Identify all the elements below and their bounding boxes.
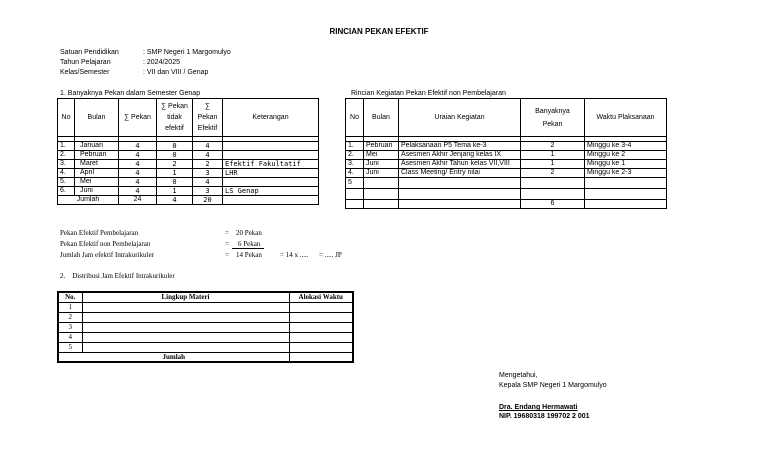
table-row [58, 160, 319, 169]
table-row [346, 178, 667, 189]
cell-banyak: 1 [521, 160, 585, 169]
distribution-table-header [58, 292, 353, 302]
cell-no: 6. [58, 187, 75, 196]
cell-lingkup [82, 312, 289, 322]
cell-waktu: Minggu ke 2 [585, 151, 667, 160]
cell-banyak: 2 [521, 169, 585, 178]
cell-efektif: 4 [193, 151, 223, 160]
identity-label: Tahun Pelajaran [60, 59, 111, 66]
header-uraian: Uraian Kegiatan [399, 99, 521, 137]
cell-pekan: 4 [119, 142, 157, 151]
header-no: No [58, 99, 75, 137]
cell-no [346, 189, 364, 200]
cell-lingkup [82, 342, 289, 352]
total-row [58, 196, 319, 205]
summary-label: Pekan Efektif non Pembelajaran [60, 240, 151, 248]
section1-heading: 1. Banyaknya Pekan dalam Semester Genap [60, 90, 201, 97]
cell-bulan: Juni [364, 169, 399, 178]
cell-no: 2. [346, 151, 364, 160]
cell-no: 4 [58, 332, 82, 342]
header-pekan: ∑ Pekan [119, 99, 157, 137]
header-bulan: Bulan [75, 99, 119, 137]
activities-table-header [346, 99, 667, 137]
cell-tidak: 0 [157, 142, 193, 151]
cell-efektif: 3 [193, 169, 223, 178]
cell-ket: LS Genap [223, 187, 319, 196]
cell-uraian: Asesmen Akhir Jenjang kelas IX [399, 151, 521, 160]
cell-ket: Efektif Fakultatif [223, 160, 319, 169]
section2-heading: 2. Distribusi Jam Efektif Intrakurikuler [60, 272, 175, 280]
cell-alokasi [289, 322, 353, 332]
cell-no: 5 [58, 342, 82, 352]
total-row [58, 352, 353, 362]
cell-no: 3. [58, 160, 75, 169]
identity-value: : VII dan VIII / Genap [143, 69, 209, 76]
header-no: No. [58, 292, 82, 302]
header-efektif [193, 99, 223, 137]
signature-block [499, 371, 607, 421]
table-row [58, 187, 319, 196]
total-efektif: 20 [193, 196, 223, 205]
cell-bulan: Juni [364, 160, 399, 169]
cell-waktu [585, 178, 667, 189]
summary-eq: = [225, 229, 229, 237]
cell-uraian [399, 189, 521, 200]
cell-pekan: 4 [119, 169, 157, 178]
signature-greeting: Mengetahui, [499, 372, 538, 379]
identity-label: Satuan Pendidikan [60, 49, 119, 56]
total-label: Jumlah [58, 352, 289, 362]
summary-row [60, 229, 262, 240]
cell-banyak: 2 [521, 142, 585, 151]
table-row [58, 342, 353, 352]
cell-banyak [521, 189, 585, 200]
summary-value: 20 Pekan [236, 229, 262, 237]
summary-value: 6 Pekan [232, 240, 264, 249]
header-bulan: Bulan [364, 99, 399, 137]
total-tidak: 4 [157, 196, 193, 205]
summary-label: Jumlah Jam efektif Intrakurikuler [60, 251, 154, 259]
cell-ket: LHR [223, 169, 319, 178]
total-bulan [364, 200, 399, 209]
table-row [58, 178, 319, 187]
cell-bulan: Januari [75, 142, 119, 151]
header-keterangan: Keterangan [223, 99, 319, 137]
table-row [58, 322, 353, 332]
cell-bulan: Maret [75, 160, 119, 169]
table-row [346, 151, 667, 160]
header-no: No [346, 99, 364, 137]
cell-lingkup [82, 322, 289, 332]
header-alokasi: Alokasi Waktu [289, 292, 353, 302]
cell-efektif: 3 [193, 187, 223, 196]
cell-no: 1 [58, 302, 82, 312]
identity-block [60, 48, 231, 77]
header-line: Efektif [197, 125, 218, 132]
cell-alokasi [289, 332, 353, 342]
cell-bulan [364, 178, 399, 189]
cell-bulan: Juni [75, 187, 119, 196]
total-label: Jumlah [58, 196, 119, 205]
cell-tidak: 0 [157, 151, 193, 160]
cell-pekan: 4 [119, 178, 157, 187]
cell-pekan: 4 [119, 160, 157, 169]
section-right-heading: Rincian Kegiatan Pekan Efektif non Pembelajaran [351, 90, 506, 97]
total-ket [223, 196, 319, 205]
total-banyak: 6 [521, 200, 585, 209]
header-line: Pekan [197, 114, 218, 121]
cell-waktu [585, 189, 667, 200]
header-waktu: Waktu Plaksanaan [585, 99, 667, 137]
distribution-table [57, 291, 354, 363]
summary-row [60, 251, 342, 262]
total-alokasi [289, 352, 353, 362]
identity-label: Kelas/Semester [60, 69, 110, 76]
signature-name: Dra. Endang Hermawati [499, 404, 578, 411]
header-line: Banyaknya [535, 107, 570, 115]
cell-no: 5 [346, 178, 364, 189]
header-line: ∑ [205, 103, 210, 110]
cell-tidak: 1 [157, 187, 193, 196]
cell-bulan: April [75, 169, 119, 178]
header-line: efektif [165, 125, 184, 132]
table-row [58, 169, 319, 178]
weeks-table-header [58, 99, 319, 137]
identity-value: : SMP Negeri 1 Margomulyo [143, 49, 231, 56]
header-line: ∑ Pekan [161, 103, 188, 110]
table-row [58, 332, 353, 342]
cell-ket [223, 142, 319, 151]
cell-no: 2. [58, 151, 75, 160]
cell-uraian: Class Meeting/ Entry nilai [399, 169, 521, 178]
header-line: tidak [167, 114, 182, 121]
cell-alokasi [289, 302, 353, 312]
cell-alokasi [289, 312, 353, 322]
cell-bulan [364, 189, 399, 200]
cell-bulan: Pebruari [75, 151, 119, 160]
cell-bulan: Pebruari [364, 142, 399, 151]
activities-table [345, 98, 667, 209]
cell-no: 3. [346, 160, 364, 169]
cell-no: 4. [346, 169, 364, 178]
cell-no: 1. [58, 142, 75, 151]
weeks-table [57, 98, 319, 205]
cell-lingkup [82, 302, 289, 312]
total-pekan: 24 [119, 196, 157, 205]
table-row [58, 302, 353, 312]
cell-banyak: 1 [521, 151, 585, 160]
table-row [346, 160, 667, 169]
cell-tidak: 1 [157, 169, 193, 178]
cell-no: 1. [346, 142, 364, 151]
summary-eq: = [225, 251, 229, 259]
cell-efektif: 4 [193, 178, 223, 187]
signature-nip: NIP. 19680318 199702 2 001 [499, 413, 590, 420]
cell-bulan: Mei [364, 151, 399, 160]
total-uraian [399, 200, 521, 209]
cell-tidak: 2 [157, 160, 193, 169]
cell-waktu: Minggu ke 2-3 [585, 169, 667, 178]
summary-block [60, 229, 342, 262]
header-line: Pekan [542, 120, 563, 128]
cell-no: 5. [58, 178, 75, 187]
summary-eq: = [225, 240, 229, 248]
header-lingkup: Lingkup Materi [82, 292, 289, 302]
total-waktu [585, 200, 667, 209]
cell-tidak: 0 [157, 178, 193, 187]
summary-row [60, 240, 261, 251]
signature-position: Kepala SMP Negeri 1 Margomulyo [499, 382, 607, 389]
cell-waktu: Minggu ke 1 [585, 160, 667, 169]
cell-pekan: 4 [119, 187, 157, 196]
table-row [346, 169, 667, 178]
cell-pekan: 4 [119, 151, 157, 160]
table-row [346, 142, 667, 151]
cell-no: 2 [58, 312, 82, 322]
cell-uraian [399, 178, 521, 189]
summary-label: Pekan Efektif Pembelajaran [60, 229, 139, 237]
cell-waktu: Minggu ke 3-4 [585, 142, 667, 151]
cell-uraian: Pelaksanaan P5 Tema ke-3 [399, 142, 521, 151]
cell-efektif: 4 [193, 142, 223, 151]
document-title: RINCIAN PEKAN EFEKTIF [329, 27, 429, 36]
total-row [346, 200, 667, 209]
table-row [58, 151, 319, 160]
cell-alokasi [289, 342, 353, 352]
total-no [346, 200, 364, 209]
cell-lingkup [82, 332, 289, 342]
cell-ket [223, 151, 319, 160]
cell-efektif: 2 [193, 160, 223, 169]
cell-uraian: Asesmen Akhir Tahun kelas VII,VIII [399, 160, 521, 169]
table-row [58, 142, 319, 151]
table-row [58, 312, 353, 322]
cell-banyak [521, 178, 585, 189]
header-tidak-efektif [157, 99, 193, 137]
header-banyak [521, 99, 585, 137]
table-row [346, 189, 667, 200]
cell-bulan: Mei [75, 178, 119, 187]
cell-ket [223, 178, 319, 187]
summary-value: 14 Pekan [236, 251, 262, 259]
cell-no: 3 [58, 322, 82, 332]
identity-value: : 2024/2025 [143, 59, 180, 66]
cell-no: 4. [58, 169, 75, 178]
summary-extra: = 14 x ..... = ..... JP [280, 251, 342, 259]
